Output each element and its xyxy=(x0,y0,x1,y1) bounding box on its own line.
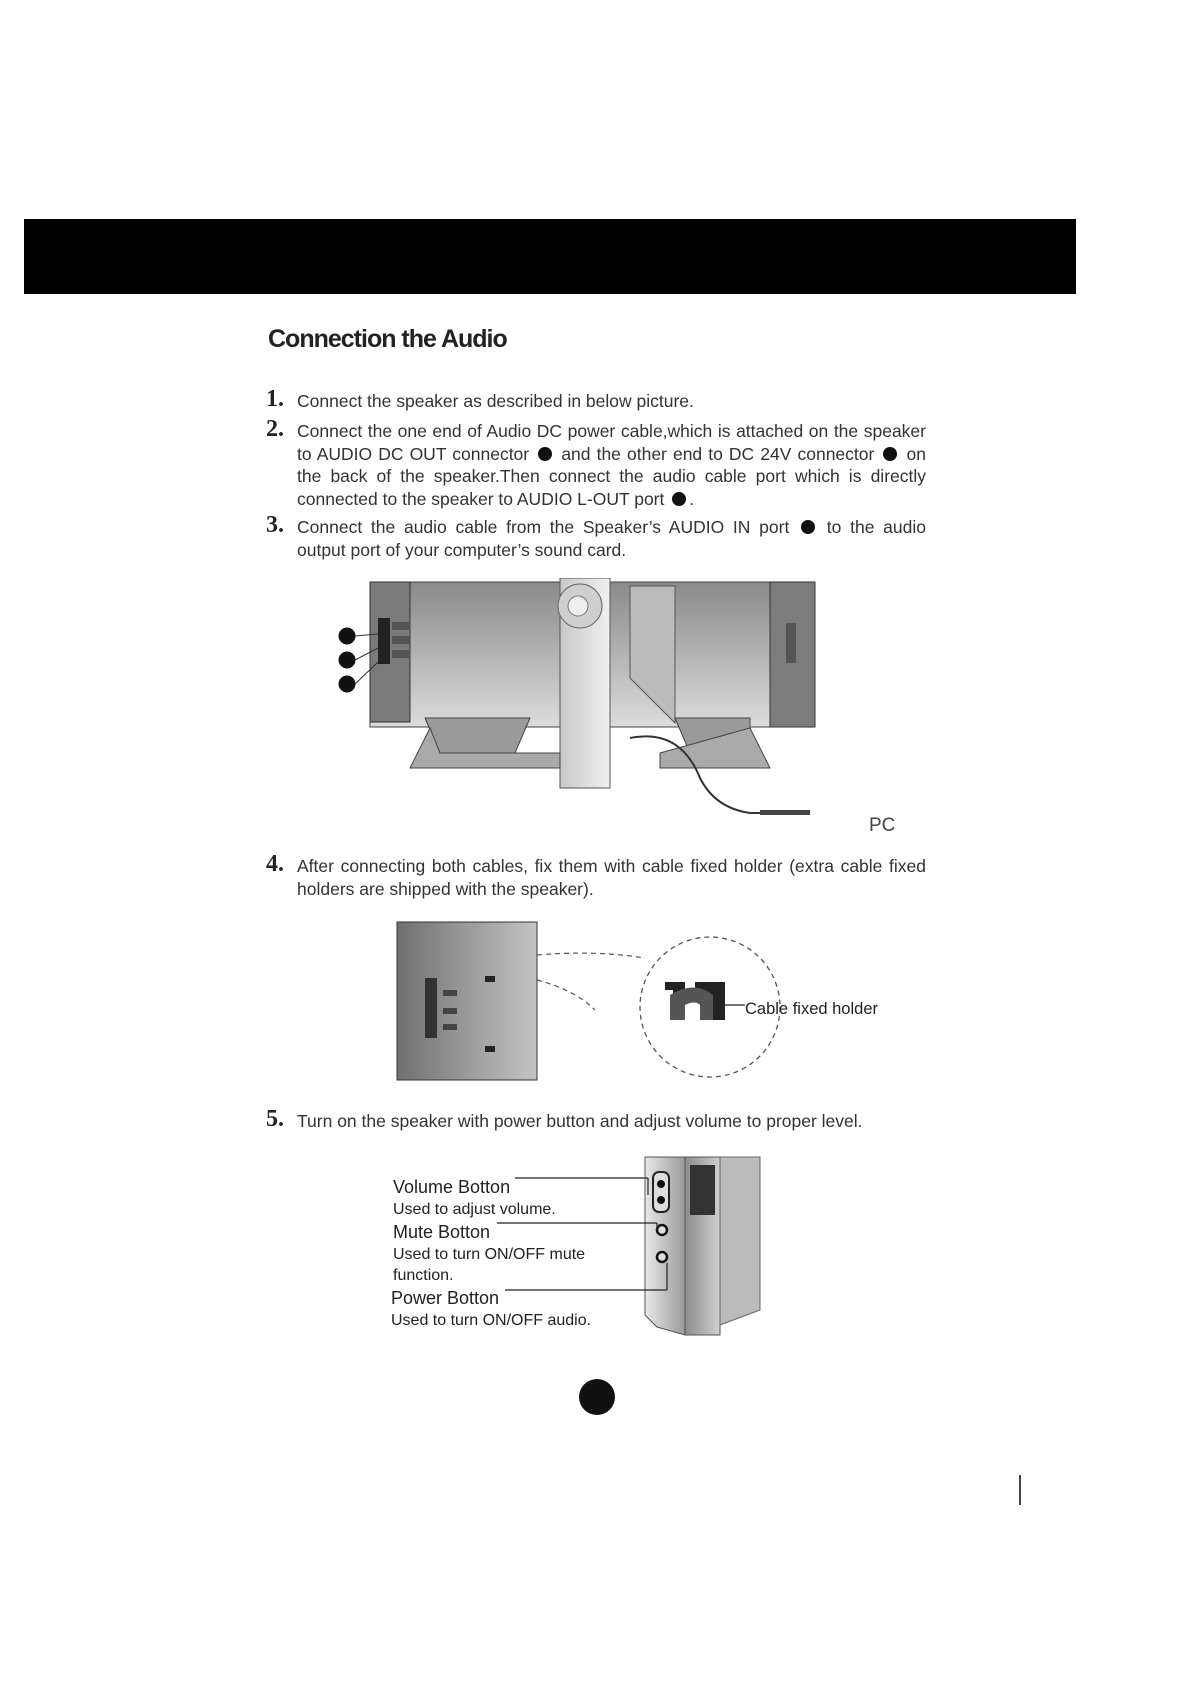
cable-holder-label: Cable fixed holder xyxy=(745,1000,878,1018)
callout-dot-icon xyxy=(672,492,686,506)
step-4 xyxy=(266,851,926,900)
step-text-part: Connect the audio cable from the Speaker’s AUDIO IN port xyxy=(297,517,790,537)
step-2 xyxy=(266,416,926,510)
step-3 xyxy=(266,512,926,561)
step-text: After connecting both cables, fix them with cable fixed holder (extra cable fixed holders are shipped with the speaker). xyxy=(297,856,926,899)
step-text: Connect the speaker as described in below picture. xyxy=(297,391,694,411)
step-text-part: and the other end to DC 24V connector xyxy=(561,443,875,464)
volume-button-label: Volume Botton xyxy=(393,1177,511,1197)
step-number: 2. xyxy=(266,416,284,442)
step-5 xyxy=(266,1106,926,1133)
step-text-part: Connect the one end of Audio DC power cable,which is attached on the speaker to AUDIO DC OUT connector xyxy=(297,421,926,464)
speaker-back-illustration xyxy=(330,578,910,840)
callout-dot-icon xyxy=(801,520,815,534)
step-text xyxy=(297,516,926,561)
page-edge-mark xyxy=(1019,1475,1021,1505)
step-number: 4. xyxy=(266,851,284,877)
callout-dot-icon xyxy=(538,447,552,461)
step-number: 1. xyxy=(266,386,284,412)
step-number: 3. xyxy=(266,512,284,538)
mute-button-label: Mute Botton xyxy=(393,1222,491,1242)
header-bar xyxy=(24,219,1076,294)
step-1 xyxy=(266,386,926,413)
power-button-label: Power Botton xyxy=(391,1288,500,1308)
step-text: Turn on the speaker with power button and adjust volume to proper level. xyxy=(297,1111,863,1131)
power-button-desc: Used to turn ON/OFF audio. xyxy=(391,1312,592,1329)
step-text-part: to the audio output port of your computer’s sound card. xyxy=(297,517,926,560)
page-number-marker xyxy=(579,1379,615,1415)
callout-dot-icon xyxy=(883,447,897,461)
mute-button-desc: Used to turn ON/OFF mute function. xyxy=(393,1246,586,1284)
pc-label: PC xyxy=(869,815,896,836)
page-title: Connection the Audio xyxy=(268,325,507,353)
step-text-part: . xyxy=(689,488,695,509)
step-text xyxy=(297,420,926,510)
step-text-part: on the back of the speaker.Then connect the audio cable port which is directly connected to the speaker to AUDIO L-OUT port xyxy=(297,443,926,509)
step-number: 5. xyxy=(266,1106,284,1132)
volume-button-desc: Used to adjust volume. xyxy=(393,1201,556,1218)
